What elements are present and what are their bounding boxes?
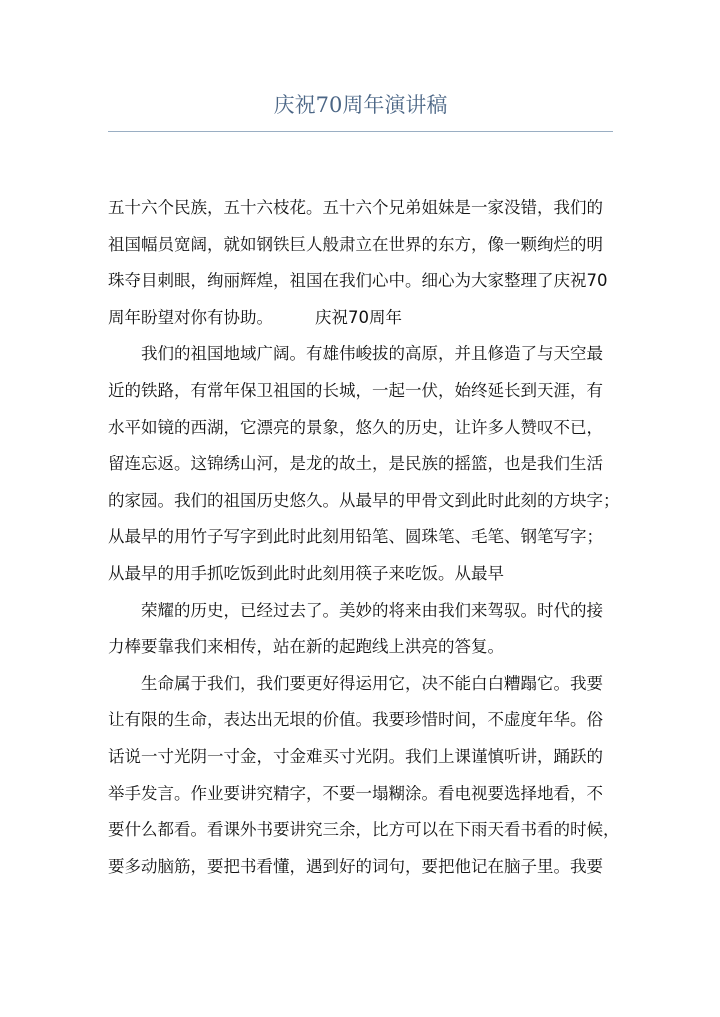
text-line: 要什么都看。看课外书要讲究三余，比方可以在下雨天看书看的时候， [108,820,620,840]
text-line: 近的铁路，有常年保卫祖国的长城，一起一伏，始终延长到天涯，有 [108,380,603,400]
text-line: 留连忘返。这锦绣山河，是龙的故土，是民族的摇篮，也是我们生活 [108,454,603,474]
text-line: 五十六个民族，五十六枝花。五十六个兄弟姐妹是一家没错，我们的 [108,198,603,217]
paragraph-start-line: 生命属于我们，我们要更好得运用它，决不能白白糟蹋它。我要 [141,673,603,693]
text-line: 话说一寸光阴一寸金，寸金难买寸光阴。我们上课谨慎听讲，踊跃的 [108,746,603,766]
text-line: 要多动脑筋，要把书看懂，遇到好的词句，要把他记在脑子里。我要 [108,856,603,876]
text-line: 举手发言。作业要讲究精字，不要一塌糊涂。看电视要选择地看，不 [108,783,603,803]
document-body [108,190,623,885]
text-line: 珠夺目刺眼，绚丽辉煌，祖国在我们心中。细心为大家整理了庆祝70 [108,271,608,291]
text-line-with-heading [108,300,623,337]
text-line: 力棒要靠我们来相传，站在新的起跑线上洪亮的答复。 [108,637,504,657]
inline-heading: 庆祝70周年 [315,307,402,327]
paragraph-start-line: 我们的祖国地域广阔。有雄伟峻拔的高原，并且修造了与天空最 [141,344,603,364]
text-line: 从最早的用竹子写字到此时此刻用铅笔、圆珠笔、毛笔、钢笔写字； [108,527,603,547]
paragraph-start-line: 荣耀的历史，已经过去了。美妙的将来由我们来驾驭。时代的接 [141,600,603,620]
title-divider [108,131,613,132]
text-line: 祖国幅员宽阔，就如钢铁巨人般肃立在世界的东方，像一颗绚烂的明 [108,234,603,254]
text-line: 让有限的生命，表达出无垠的价值。我要珍惜时间，不虚度年华。俗 [108,710,603,730]
text-segment: 周年盼望对你有协助。 [108,307,273,327]
text-line: 从最早的用手抓吃饭到此时此刻用筷子来吃饭。从最早 [108,563,504,583]
document-title: 庆祝70周年演讲稿 [273,93,448,117]
text-line: 的家园。我们的祖国历史悠久。从最早的甲骨文到此时此刻的方块字； [108,490,620,510]
text-line: 水平如镜的西湖，它漂亮的景象，悠久的历史，让许多人赞叹不已， [108,417,603,437]
